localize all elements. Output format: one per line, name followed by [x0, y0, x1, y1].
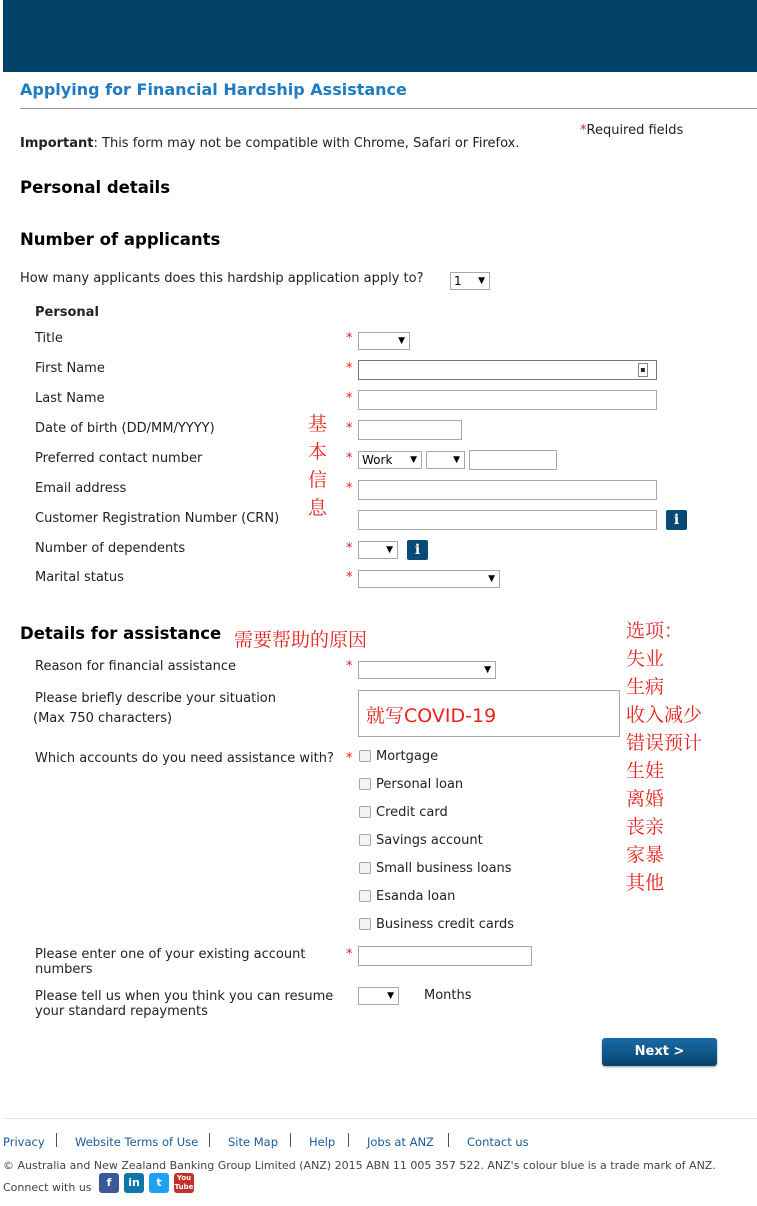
last-name-label: Last Name: [35, 391, 105, 406]
dependents-info-icon[interactable]: i: [407, 540, 428, 560]
required-marker: *: [346, 331, 353, 346]
required-marker: *: [346, 570, 353, 585]
contact-type-select[interactable]: Work ▼: [358, 451, 422, 469]
crn-label: Customer Registration Number (CRN): [35, 511, 280, 526]
months-label: Months: [424, 988, 472, 1003]
header-banner: [3, 0, 757, 72]
checkbox-savings-account[interactable]: [359, 834, 371, 846]
footer-divider: [3, 1118, 757, 1119]
required-fields-note: *Required fields: [580, 123, 684, 138]
existing-account-label: Please enter one of your existing account numbers: [35, 947, 306, 977]
resume-months-select[interactable]: ▼: [358, 987, 399, 1005]
title-divider: [20, 108, 757, 109]
situation-textarea[interactable]: [358, 690, 620, 737]
required-marker: *: [346, 751, 353, 766]
section-number-of-applicants: Number of applicants: [20, 230, 221, 249]
next-button[interactable]: Next >: [602, 1038, 717, 1066]
footer-separator: [56, 1133, 57, 1147]
marital-label: Marital status: [35, 570, 124, 585]
title-select[interactable]: ▼: [358, 332, 410, 350]
required-marker: *: [346, 421, 353, 436]
crn-info-icon[interactable]: i: [666, 510, 687, 530]
account-option-label: Small business loans: [376, 861, 512, 876]
contact-label: Preferred contact number: [35, 451, 203, 466]
applicants-select[interactable]: 1 ▼: [450, 272, 490, 290]
footer-link-sitemap[interactable]: Site Map: [228, 1135, 279, 1149]
connect-label: Connect with us: [3, 1181, 92, 1194]
situation-text: 就写COVID-19: [366, 705, 497, 727]
account-option-label: Mortgage: [376, 749, 439, 764]
account-option-label: Credit card: [376, 805, 448, 820]
account-option-label: Savings account: [376, 833, 483, 848]
existing-account-field[interactable]: [358, 946, 532, 966]
checkbox-small-business-loans[interactable]: [359, 862, 371, 874]
email-label: Email address: [35, 481, 127, 496]
autofill-icon: ▪: [638, 363, 648, 377]
reason-select[interactable]: ▼: [358, 661, 496, 679]
linkedin-icon[interactable]: in: [124, 1173, 144, 1193]
dob-label: Date of birth (DD/MM/YYYY): [35, 421, 215, 436]
compatibility-note: Important: This form may not be compatible with Chrome, Safari or Firefox.: [20, 136, 520, 151]
annotation-options: 选项： 失业 生病 收入减少 错误预计 生娃 离婚 丧亲 家暴 其他: [626, 620, 703, 894]
first-name-field[interactable]: [358, 360, 657, 380]
email-field[interactable]: [358, 480, 657, 500]
crn-field[interactable]: [358, 510, 657, 530]
required-marker: *: [346, 659, 353, 674]
dob-field[interactable]: [358, 420, 462, 440]
contact-area-select[interactable]: ▼: [426, 451, 465, 469]
dependents-label: Number of dependents: [35, 541, 186, 556]
footer-link-terms[interactable]: Website Terms of Use: [75, 1135, 199, 1149]
footer-separator: [348, 1133, 349, 1147]
first-name-label: First Name: [35, 361, 105, 376]
checkbox-credit-card[interactable]: [359, 806, 371, 818]
checkbox-mortgage[interactable]: [359, 750, 371, 762]
account-option-label: Esanda loan: [376, 889, 456, 904]
required-marker: *: [346, 391, 353, 406]
youtube-icon[interactable]: You Tube: [174, 1174, 194, 1191]
annotation-basic-info: 基 本 信 息: [308, 413, 328, 519]
checkbox-esanda-loan[interactable]: [359, 890, 371, 902]
dependents-select[interactable]: ▼: [358, 541, 398, 559]
contact-number-field[interactable]: [469, 450, 557, 470]
required-marker: *: [346, 361, 353, 376]
footer-separator: [290, 1133, 291, 1147]
required-marker: *: [346, 451, 353, 466]
copyright-text: © Australia and New Zealand Banking Group Limited (ANZ) 2015 ABN 11 005 357 522. ANZ's colour blue is a trade mark of ANZ.: [3, 1159, 716, 1172]
resume-repayments-label: Please tell us when you think you can resume your standard repayments: [35, 989, 334, 1019]
reason-label: Reason for financial assistance: [35, 659, 236, 674]
title-label: Title: [35, 331, 63, 346]
footer-link-privacy[interactable]: Privacy: [3, 1135, 45, 1149]
personal-heading: Personal: [35, 305, 99, 320]
describe-sublabel: (Max 750 characters): [33, 711, 173, 726]
checkbox-business-credit-cards[interactable]: [359, 918, 371, 930]
checkbox-personal-loan[interactable]: [359, 778, 371, 790]
footer-separator: [209, 1133, 210, 1147]
footer-link-contact[interactable]: Contact us: [467, 1135, 529, 1149]
required-marker: *: [346, 541, 353, 556]
required-marker: *: [346, 947, 353, 962]
section-personal-details: Personal details: [20, 178, 171, 197]
accounts-label: Which accounts do you need assistance with?: [35, 751, 334, 766]
footer-link-jobs[interactable]: Jobs at ANZ: [367, 1135, 434, 1149]
facebook-icon[interactable]: f: [99, 1173, 119, 1193]
marital-select[interactable]: ▼: [358, 570, 500, 588]
footer-separator: [448, 1133, 449, 1147]
twitter-icon[interactable]: t: [149, 1173, 169, 1193]
account-option-label: Personal loan: [376, 777, 464, 792]
page-title: Applying for Financial Hardship Assistance: [20, 80, 407, 99]
annotation-reason: 需要帮助的原因: [234, 629, 368, 651]
applicants-question: How many applicants does this hardship application apply to?: [20, 271, 424, 286]
required-marker: *: [346, 481, 353, 496]
footer-link-help[interactable]: Help: [309, 1135, 336, 1149]
describe-label: Please briefly describe your situation: [35, 691, 277, 706]
last-name-field[interactable]: [358, 390, 657, 410]
section-details-for-assistance: Details for assistance: [20, 624, 222, 643]
account-option-label: Business credit cards: [376, 917, 515, 932]
